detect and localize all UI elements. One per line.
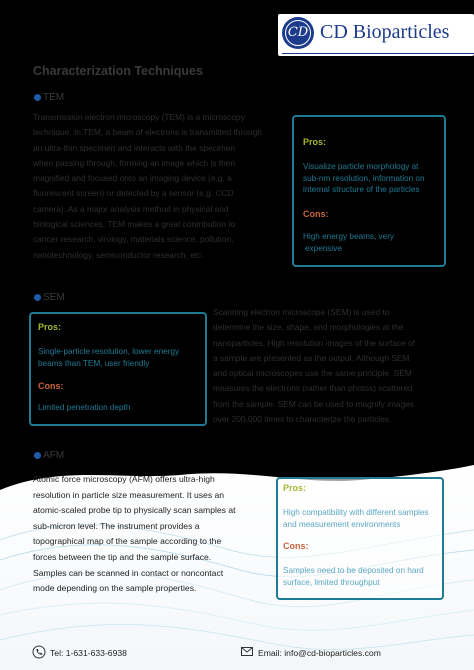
tem-bullet-icon [34,94,41,101]
footer-phone[interactable]: Tel: 1-631-633-6938 [50,648,127,658]
mail-icon [241,647,253,656]
company-logo [278,14,474,56]
page-title: Characterization Techniques [33,64,203,78]
afm-cons-label: Cons: [283,541,309,551]
tem-heading: TEM [43,92,65,103]
tem-pros-label: Pros: [303,137,327,147]
afm-pros-cons-card [276,477,444,600]
sem-paragraph: Scanning electron microscope (SEM) is used to determine the size, shape, and morphologies at the nanoparticles. High resolution images of the surface of a sample are presented as the output. Although SEM and optical microscopes use the same principle, SEM measures the electrons (rather than photos) scattered from the sample. SEM can be used to magnify images over 200,000 times to characterize the particles. [213,307,416,425]
afm-cons-text: Samples need to be deposited on hard surface, limited throughput [283,566,424,587]
sem-pros-text: Single-particle resolution, lower energy beams than TEM, user friendly [38,347,180,368]
sem-pros-cons-card [29,312,207,426]
sem-heading: SEM [43,292,65,303]
tem-pros-text: Visualize particle morphology at sub-nm resolution, information on internal structure of the particles [303,162,425,194]
logo-seal-icon: CD [282,17,314,49]
tem-cons-text: High energy beams, very expensive [303,232,395,253]
afm-paragraph: Atomic force microscopy (AFM) offers ultra-high resolution in particle size measurement. It uses an atomic-scaled probe tip to physically scan samples at sub-micron level. The instrument provides a topographical map of the sample according to the forces between the tip and the sample surface. Samples can be scanned in contact or noncontact mode depending on the sample properties. [33,474,236,594]
sem-cons-label: Cons: [38,381,64,391]
logo-brand-name: CD Bioparticles [320,21,450,43]
afm-heading: AFM [43,450,65,461]
afm-pros-text: High compatibility with different samples and measurement environments [283,508,429,529]
phone-icon [32,645,46,659]
sem-cons-text: Limited penetration depth [38,403,131,412]
logo-underline [282,53,474,54]
tem-cons-label: Cons: [303,209,329,219]
tem-paragraph: Transmission electron microscopy (TEM) is a microscopy technique. In TEM, a beam of electrons is transmitted through an ultra-thin specimen and interacts with the specimen when passing through, forming an image which is then magnified and focused onto an imaging device (e.g. a fluorescent screen) or detected by a sensor (e.g. CCD camera). As a major analysis method in physical and biological sciences, TEM makes a great contribution to cancer research, virology, materials science, pollution, nanotechnology, semiconductor research, etc. [33,112,262,260]
tem-pros-cons-card [292,115,446,267]
afm-pros-label: Pros: [283,483,307,493]
sem-bullet-icon [34,294,41,301]
footer-email[interactable]: Email: info@cd-bioparticles.com [258,648,381,658]
sem-pros-label: Pros: [38,322,62,332]
